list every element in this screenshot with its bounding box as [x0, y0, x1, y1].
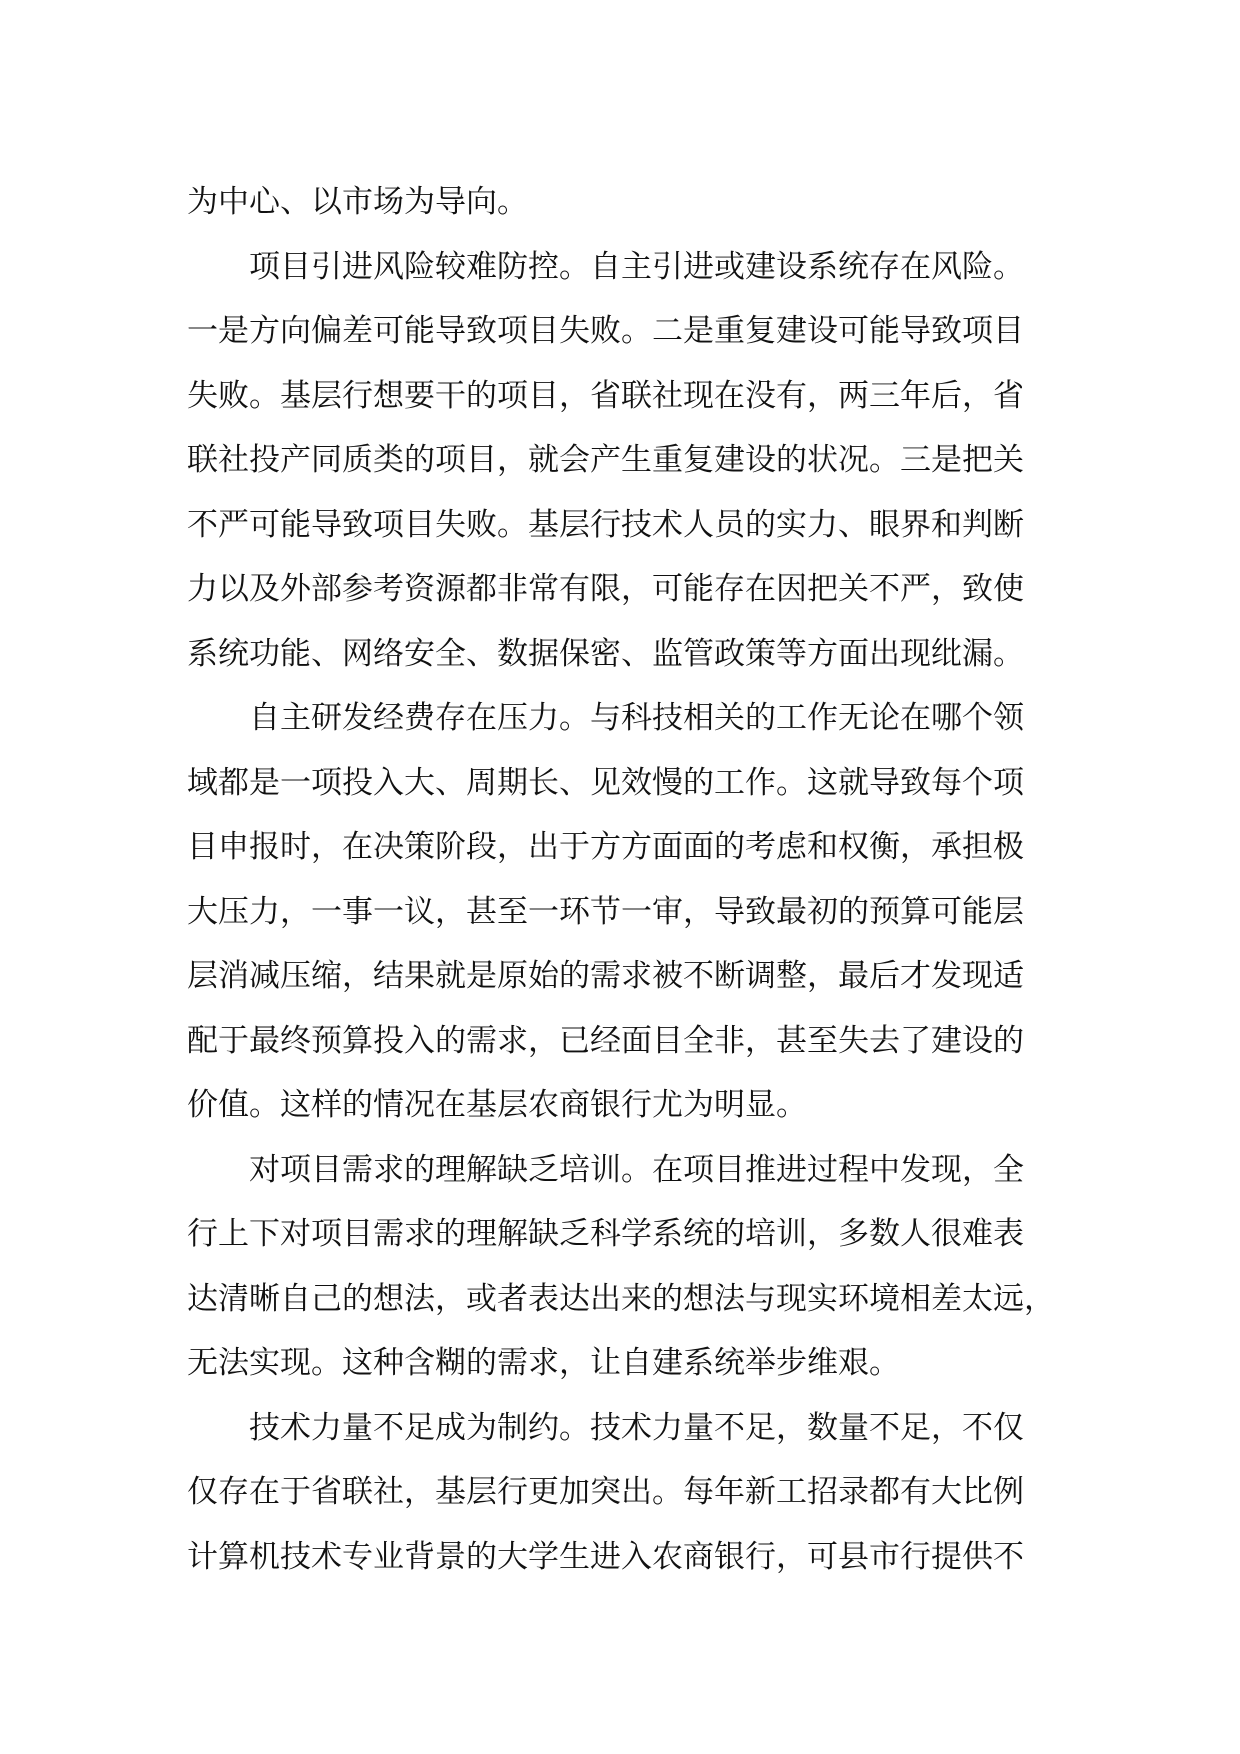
text-line: 配于最终预算投入的需求，已经面目全非，甚至失去了建设的: [187, 1022, 1024, 1059]
text-line: 失败。基层行想要干的项目，省联社现在没有，两三年后，省: [187, 377, 1024, 414]
text-line: 一是方向偏差可能导致项目失败。二是重复建设可能导致项目: [187, 313, 1024, 349]
text-line: 大压力，一事一议，甚至一环节一审，导致最初的预算可能层: [187, 893, 1024, 930]
paragraph-start-line: 项目引进风险较难防控。自主引进或建设系统存在风险。: [249, 248, 1024, 285]
paragraph-start-line: 对项目需求的理解缺乏培训。在项目推进过程中发现，全: [249, 1151, 1024, 1188]
text-line: 系统功能、网络安全、数据保密、监管政策等方面出现纰漏。: [187, 635, 1024, 672]
text-line: 目申报时，在决策阶段，出于方方面面的考虑和权衡，承担极: [187, 829, 1024, 865]
text-line: 仅存在于省联社，基层行更加突出。每年新工招录都有大比例: [187, 1474, 1024, 1510]
text-line: 为中心、以市场为导向。: [187, 184, 528, 220]
text-line: 层消减压缩，结果就是原始的需求被不断调整，最后才发现适: [187, 958, 1024, 994]
text-line: 力以及外部参考资源都非常有限，可能存在因把关不严，致使: [187, 571, 1024, 607]
text-line: 行上下对项目需求的理解缺乏科学系统的培训，多数人很难表: [187, 1216, 1024, 1252]
text-line: 不严可能导致项目失败。基层行技术人员的实力、眼界和判断: [187, 506, 1024, 543]
text-line: 价值。这样的情况在基层农商银行尤为明显。: [187, 1087, 807, 1123]
text-line: 计算机技术专业背景的大学生进入农商银行，可县市行提供不: [187, 1538, 1024, 1575]
body-text: [187, 170, 1087, 1589]
text-line: 无法实现。这种含糊的需求，让自建系统举步维艰。: [187, 1345, 900, 1381]
paragraph-start-line: 自主研发经费存在压力。与科技相关的工作无论在哪个领: [249, 700, 1024, 736]
text-line: 达清晰自己的想法，或者表达出来的想法与现实环境相差太远，: [187, 1280, 1055, 1317]
paragraph-start-line: 技术力量不足成为制约。技术力量不足，数量不足，不仅: [249, 1409, 1024, 1446]
text-line: 域都是一项投入大、周期长、见效慢的工作。这就导致每个项: [187, 764, 1024, 801]
text-line: 联社投产同质类的项目，就会产生重复建设的状况。三是把关: [187, 442, 1024, 478]
